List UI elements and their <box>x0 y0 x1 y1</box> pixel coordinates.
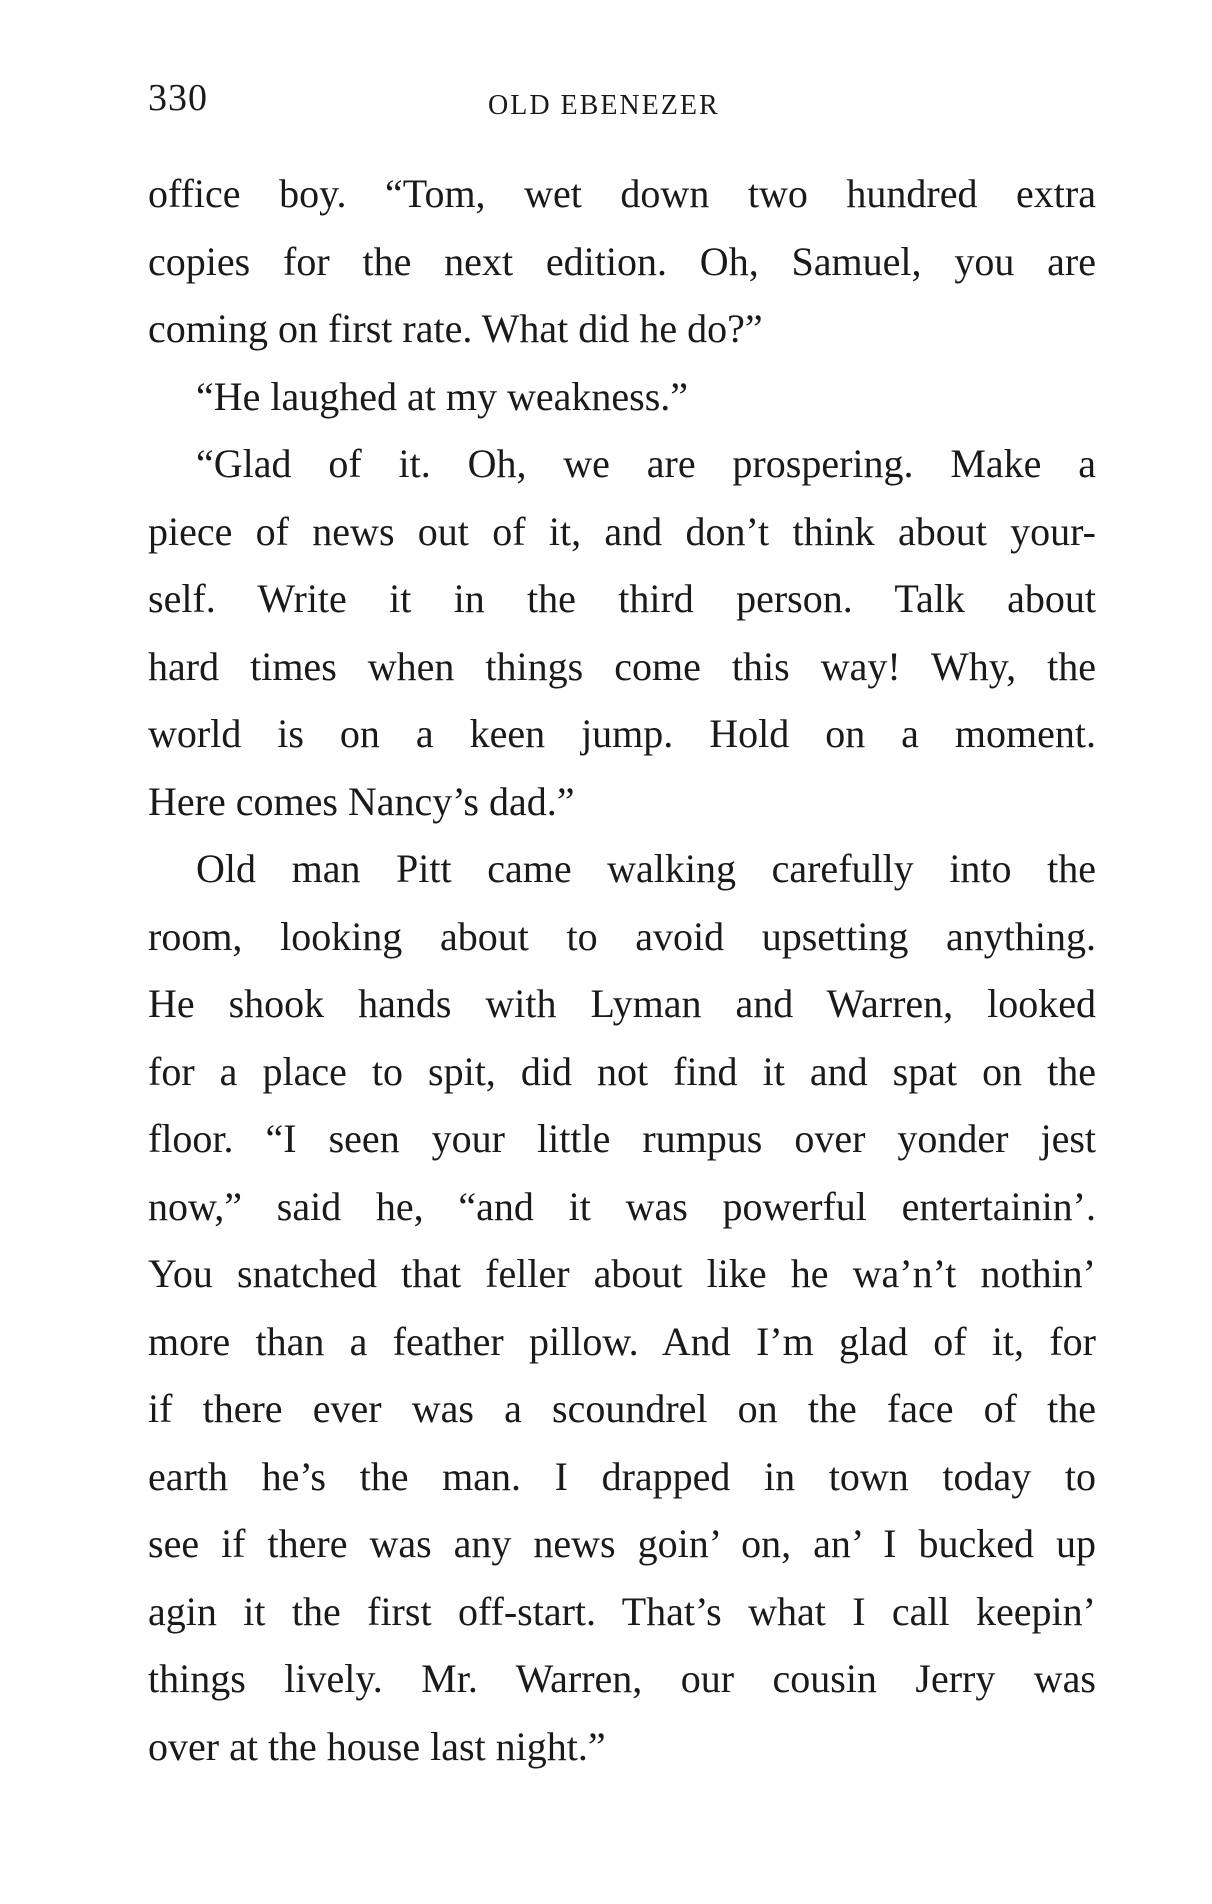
text-line: “He laughed at my weakness.” <box>196 373 689 419</box>
page-number: 330 <box>148 77 208 119</box>
page-header <box>148 76 1088 136</box>
text-line: “Glad of it. Oh, we are prospering. Make a <box>196 441 1096 486</box>
text-line: copies for the next edition. Oh, Samuel, you are <box>148 238 1096 284</box>
text-line: earth he’s the man. I drapped in town today to <box>148 1453 1096 1499</box>
text-line: agin it the first off-start. That’s what I call keepin’ <box>148 1588 1096 1634</box>
text-line: office boy. “Tom, wet down two hundred extra <box>148 171 1096 216</box>
text-line: if there ever was a scoundrel on the face of the <box>148 1386 1096 1431</box>
running-title: OLD EBENEZER <box>488 90 720 121</box>
text-line: piece of news out of it, and don’t think about your- <box>148 508 1096 554</box>
text-line: for a place to spit, did not find it and spat on the <box>148 1048 1096 1094</box>
text-line: He shook hands with Lyman and Warren, looked <box>148 981 1096 1026</box>
text-line: now,” said he, “and it was powerful entertainin’. <box>148 1183 1096 1229</box>
text-line: see if there was any news goin’ on, an’ I bucked up <box>148 1521 1096 1566</box>
text-line: floor. “I seen your little rumpus over yonder jest <box>148 1116 1096 1161</box>
text-line: Old man Pitt came walking carefully into the <box>196 846 1096 891</box>
text-line: Here comes Nancy’s dad.” <box>148 778 575 824</box>
text-line: world is on a keen jump. Hold on a moment. <box>148 711 1096 756</box>
text-line: hard times when things come this way! Why, the <box>148 643 1096 689</box>
text-line: over at the house last night.” <box>148 1723 606 1769</box>
text-line: You snatched that feller about like he wa’n’t nothin’ <box>148 1251 1096 1296</box>
text-line: self. Write it in the third person. Talk about <box>148 576 1096 621</box>
text-line: more than a feather pillow. And I’m glad of it, for <box>148 1318 1096 1364</box>
text-line: coming on first rate. What did he do?” <box>148 306 763 351</box>
text-line: things lively. Mr. Warren, our cousin Jerry was <box>148 1656 1096 1701</box>
body-text <box>148 160 1096 1780</box>
text-line: room, looking about to avoid upsetting anything. <box>148 913 1096 959</box>
